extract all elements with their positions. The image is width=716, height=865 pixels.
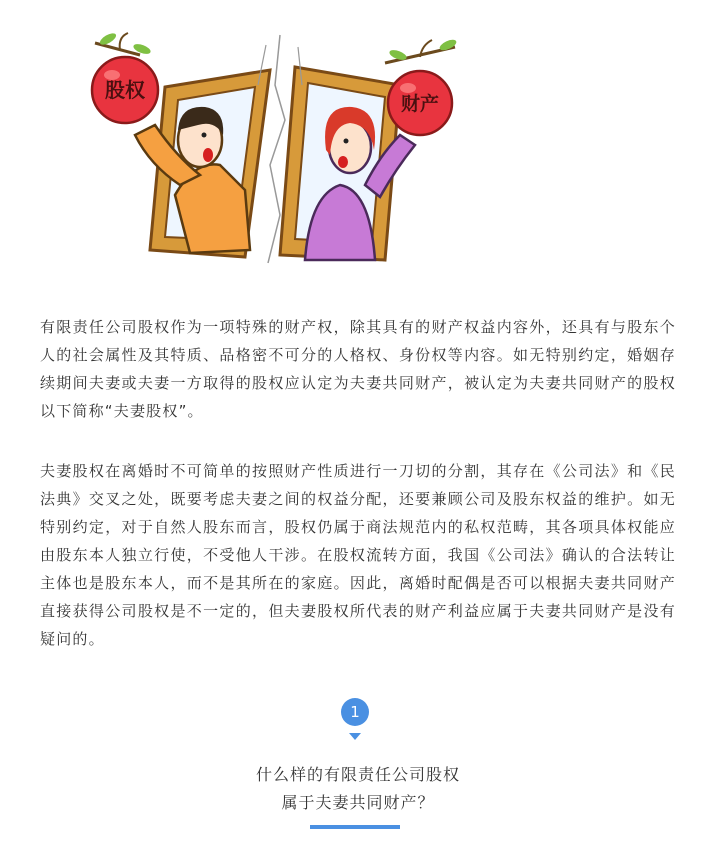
divorce-illustration — [80, 25, 470, 265]
apple-equity — [92, 31, 158, 123]
down-arrow-icon — [349, 733, 361, 740]
section-number-badge: 1 — [341, 698, 369, 726]
apple-property — [385, 38, 458, 135]
paragraph-1: 有限责任公司股权作为一项特殊的财产权，除其具有的财产权益内容外，还具有与股东个人的社会属性及其特质、品格密不可分的人格权、身份权等内容。如无特别约定，婚姻存续期间夫妻或夫妻一方取得的股权应认定为夫妻共同财产，被认定为夫妻共同财产的股权以下简称“夫妻股权”。 — [40, 318, 676, 420]
section-title-underline — [310, 825, 400, 829]
apple-equity-label: 股权 — [105, 78, 145, 102]
section-title-line-1: 什么样的有限责任公司股权 — [255, 765, 460, 784]
paragraph-2: 夫妻股权在离婚时不可简单的按照财产性质进行一刀切的分割，其存在《公司法》和《民法典》交叉之处，既要考虑夫妻之间的权益分配，还要兼顾公司及股东权益的维护。如无特别约定，对于自然人股东而言，股权仍属于商法规范内的私权范畴，其各项具体权能应由股东本人独立行使，不受他人干涉。在股权流转方面，我国《公司法》确认的合法转让主体也是股东本人，而不是其所在的家庭。因此，离婚时配偶是否可以根据夫妻共同财产直接获得公司股权是不一定的，但夫妻股权所代表的财产利益应属于夫妻共同财产是没有疑问的。 — [40, 462, 676, 648]
section-title-line-2: 属于夫妻共同财产？ — [281, 793, 435, 812]
apple-property-label: 财产 — [400, 93, 440, 115]
